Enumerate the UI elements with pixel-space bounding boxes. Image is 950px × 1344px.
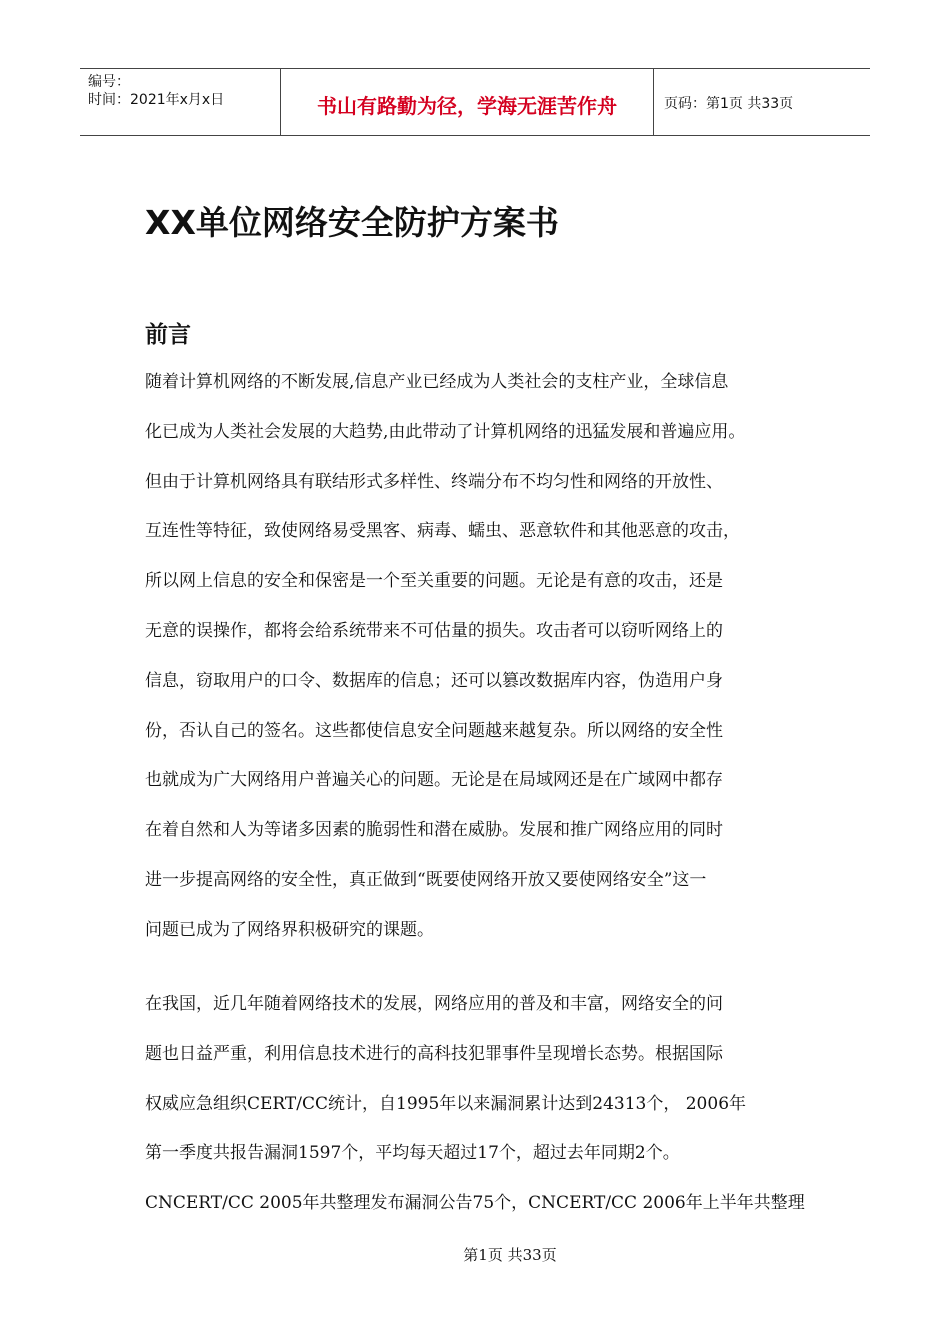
paragraph-line: 份，否认自己的签名。这些都使信息安全问题越来越复杂。所以网络的安全性 [145,720,723,741]
page-code: 页码：第1页 共33页 [664,96,794,112]
paragraph-line: 题也日益严重，利用信息技术进行的高科技犯罪事件呈现增长态势。根据国际 [145,1043,723,1064]
paragraph-line: 无意的误操作，都将会给系统带来不可估量的损失。攻击者可以窃听网络上的 [145,620,723,641]
paragraph-line: 权威应急组织CERT/CC统计，自1995年以来漏洞累计达到24313个， 2006年 [145,1093,747,1114]
section-heading-preface: 前言 [145,321,191,348]
paragraph-2 [145,980,825,1229]
paragraph-1 [145,358,825,956]
time-label: 时间：2021年x月x日 [88,92,225,108]
paragraph-line: 所以网上信息的安全和保密是一个至关重要的问题。无论是有意的攻击，还是 [145,571,723,592]
paragraph-line: 随着计算机网络的不断发展,信息产业已经成为人类社会的支柱产业，全球信息 [145,372,729,392]
number-label: 编号： [88,74,130,90]
paragraph-line: 问题已成为了网络界积极研究的课题。 [145,919,434,940]
motto-text: 书山有路勤为径，学海无涯苦作舟 [317,93,617,118]
paragraph-line: 但由于计算机网络具有联结形式多样性、终端分布不均匀性和网络的开放性、 [145,471,723,492]
paragraph-line: 化已成为人类社会发展的大趋势,由此带动了计算机网络的迅猛发展和普遍应用。 [145,421,746,442]
paragraph-line: 信息，窃取用户的口令、数据库的信息；还可以篡改数据库内容，伪造用户身 [145,670,723,691]
paragraph-line: 也就成为广大网络用户普遍关心的问题。无论是在局域网还是在广域网中都存 [145,770,723,791]
paragraph-line: 在着自然和人为等诸多因素的脆弱性和潜在威胁。发展和推广网络应用的同时 [145,820,723,841]
paragraph-line: 进一步提高网络的安全性，真正做到“既要使网络开放又要使网络安全”这一 [145,869,707,890]
paragraph-line: 第一季度共报告漏洞1597个，平均每天超过17个，超过去年同期2个。 [145,1143,680,1164]
header-table [80,68,870,136]
paragraph-line: 互连性等特征，致使网络易受黑客、病毒、蠕虫、恶意软件和其他恶意的攻击， [145,521,740,542]
document-title: XX单位网络安全防护方案书 [145,203,559,242]
page-footer: 第1页 共33页 [463,1246,557,1264]
header-info-cell [80,69,281,135]
header-motto-cell [281,69,654,135]
header-page-cell [654,69,870,135]
paragraph-line: CNCERT/CC 2005年共整理发布漏洞公告75个，CNCERT/CC 2006年上半年共整理 [145,1193,805,1214]
paragraph-line: 在我国，近几年随着网络技术的发展，网络应用的普及和丰富，网络安全的问 [145,994,723,1014]
